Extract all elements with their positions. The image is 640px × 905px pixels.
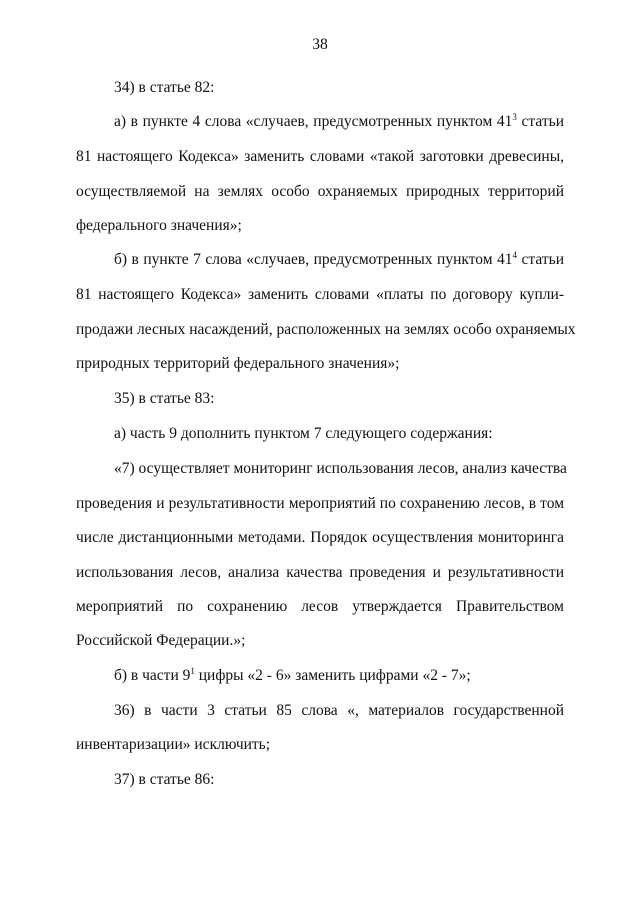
quote-line-3: числе дистанционными методами. Порядок осуществления мониторинга	[76, 529, 564, 546]
quote-line-5: мероприятий по сохранению лесов утверждается Правительством	[76, 598, 564, 615]
item-34b-line-4: природных территорий федерального значения»;	[76, 355, 400, 372]
item-36-line-1: 36) в части 3 статьи 85 слова «, материалов государственной	[114, 702, 564, 719]
item-35-heading: 35) в статье 83:	[114, 390, 215, 407]
item-35a-line-1: а) часть 9 дополнить пунктом 7 следующего содержания:	[114, 425, 493, 442]
page-number: 38	[312, 36, 328, 53]
quote-line-2: проведения и результативности мероприятий по сохранению лесов, в том	[76, 495, 564, 512]
item-34a-line-4: федерального значения»;	[76, 217, 242, 234]
superscript: 4	[512, 250, 518, 260]
item-34a-line-2: 81 настоящего Кодекса» заменить словами «такой заготовки древесины,	[76, 148, 564, 165]
item-35b-line-1: б) в части $9^1$ цифры «2 - 6» заменить цифрами «2 - 7»;	[114, 666, 471, 684]
quote-line-4: использования лесов, анализа качества проведения и результативности	[76, 564, 564, 581]
superscript: 3	[512, 112, 517, 122]
item-34-heading: 34) в статье 82:	[114, 79, 215, 96]
quote-line-6: Российской Федерации.»;	[76, 632, 246, 649]
item-36-line-2: инвентаризации» исключить;	[76, 736, 271, 753]
item-34a-line-3: осуществляемой на землях особо охраняемых природных территорий	[76, 183, 564, 200]
item-34a-line-1: а) в пункте 4 слова «случаев, предусмотренных пунктом $41^3$ статьи	[114, 112, 564, 130]
quote-line-1: «7) осуществляет мониторинг использования лесов, анализ качества	[114, 460, 567, 477]
superscript: 1	[190, 666, 195, 676]
item-34b-line-1: б) в пункте 7 слова «случаев, предусмотренных пунктом $41^4$ статьи	[114, 250, 564, 268]
item-37-heading: 37) в статье 86:	[114, 771, 215, 788]
item-34b-line-2: 81 настоящего Кодекса» заменить словами «платы по договору купли-	[76, 286, 564, 303]
item-34b-line-3: продажи лесных насаждений, расположенных на землях особо охраняемых	[76, 321, 576, 338]
